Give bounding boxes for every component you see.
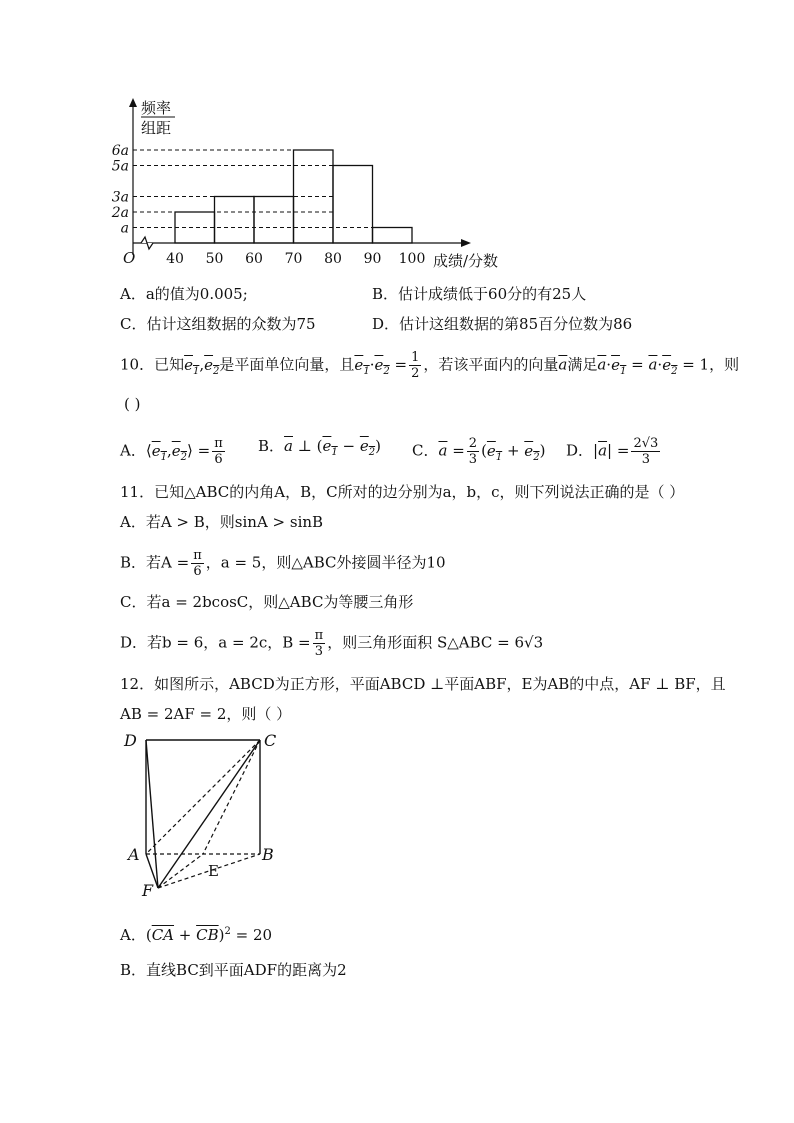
label-e: E (208, 862, 219, 880)
y-label-top: 频率 (141, 99, 172, 117)
x-tick-label: 100 (398, 251, 426, 267)
q10-e2: $e_2$ (204, 355, 220, 377)
frequency-histogram (105, 95, 525, 275)
edge-ca (146, 740, 260, 854)
x-tick-label: 50 (205, 251, 224, 267)
q10-stem-prefix: 10．已知 (120, 355, 185, 374)
x-tick-label: 80 (324, 251, 342, 267)
q12-option-a: A．$(\overline{CA} + \overline{CB})^2 = 20$ (120, 926, 273, 944)
histogram-bar-80-90 (333, 166, 373, 244)
y-tick-label: 6a (111, 143, 129, 159)
y-tick-label: a (120, 220, 129, 237)
edge-ce (203, 740, 260, 854)
histogram-bar-40-50 (175, 212, 215, 243)
x-tick-label: 70 (284, 251, 303, 267)
q9-option-b: B．估计成绩低于60分的有25人 (372, 285, 587, 303)
q10-stem-mid2: ，若该平面内的向量 (423, 355, 559, 374)
histogram-bar-70-80 (294, 150, 334, 243)
q11-option-c: C．若a = 2bcosC，则△ABC为等腰三角形 (120, 593, 414, 611)
x-axis-label: 成绩/分数 (433, 252, 499, 270)
x-tick-label: 60 (245, 251, 263, 267)
histogram-bar-90-100 (373, 228, 413, 244)
q10-stem-end: ，则 (709, 355, 740, 374)
axis-break (141, 237, 153, 249)
q10-e1: $e_1$ (184, 355, 200, 377)
q12-stem-line2: AB = 2AF = 2，则（ ） (120, 705, 292, 723)
q10-stem-mid3: 满足 (567, 355, 598, 374)
label-c: C (264, 731, 277, 750)
q11-option-b: B．若A = $\frac{\pi}{6}$ ，a = 5，则△ABC外接圆半径为10 (120, 548, 446, 579)
edge-df (146, 740, 158, 888)
q11-area-expr: S△ABC = 6√3 (436, 633, 544, 652)
origin-label: O (123, 249, 136, 267)
q9-option-a: A．a的值为0.005; (120, 285, 248, 303)
label-b: B (262, 845, 274, 864)
q12-figure (118, 728, 288, 898)
q10-answer-blank: ( ) (124, 395, 141, 413)
q12-option-b: B．直线BC到平面ADF的距离为2 (120, 961, 347, 979)
label-d: D (124, 731, 137, 750)
y-tick-label: 3a (111, 189, 129, 206)
histogram-bar-50-60 (215, 197, 255, 244)
q10-half: $\frac{1}{2}$ (411, 350, 420, 381)
q10-option-d: D．$|\overline{a}|$ = $\frac{2√3}{3}$ (566, 436, 659, 467)
q10-option-a: A．$⟨e_1,e_2⟩$ = $\frac{\pi}{6}$ (120, 436, 223, 467)
histogram-bar-60-70 (254, 197, 294, 244)
x-tick-label: 90 (363, 251, 382, 267)
q11-option-d: D．若b = 6，a = 2c，B = $\frac{\pi}{3}$ ，则三角形面积 S△ABC = 6√3 (120, 628, 544, 659)
x-tick-label: 40 (166, 251, 184, 267)
q10-stem: 10．已知$e_1,e_2$是平面单位向量，且$e_1\cdot e_2$ = $\frac{1}{2}$ ，若该平面内的向量$\overline{a}$满足$\overline{a}\cdot e_1 = \overline{a}\cdot e_2 = 1$，则 (120, 350, 740, 381)
q10-stem-mid1: 是平面单位向量，且 (219, 355, 355, 374)
q12-stem-line1: 12．如图所示，ABCD为正方形，平面ABCD ⊥平面ABF，E为AB的中点，AF ⊥ BF，且 (120, 675, 726, 693)
y-axis-arrow (129, 98, 137, 107)
q10-option-c: C．$\overline{a}$ = $\frac{2}{3}$ $(e_1 + e_2)$ (412, 436, 546, 467)
q9-option-d: D．估计这组数据的第85百分位数为86 (372, 315, 633, 333)
edge-fe (158, 854, 203, 888)
label-f: F (142, 881, 154, 898)
q11-option-a: A．若A > B，则sinA > sinB (120, 513, 324, 531)
y-label-bottom: 组距 (141, 119, 172, 137)
y-tick-label: 2a (111, 205, 129, 221)
x-axis-arrow (461, 239, 471, 247)
label-a: A (128, 845, 140, 864)
q10-option-b: B．$\overline{a}$ ⊥ $(e_1 - e_2)$ (258, 437, 381, 458)
q9-option-c: C．估计这组数据的众数为75 (120, 315, 316, 333)
y-tick-label: 5a (111, 158, 129, 175)
q11-stem: 11．已知△ABC的内角A，B，C所对的边分别为a，b，c，则下列说法正确的是（ ） (120, 483, 685, 501)
